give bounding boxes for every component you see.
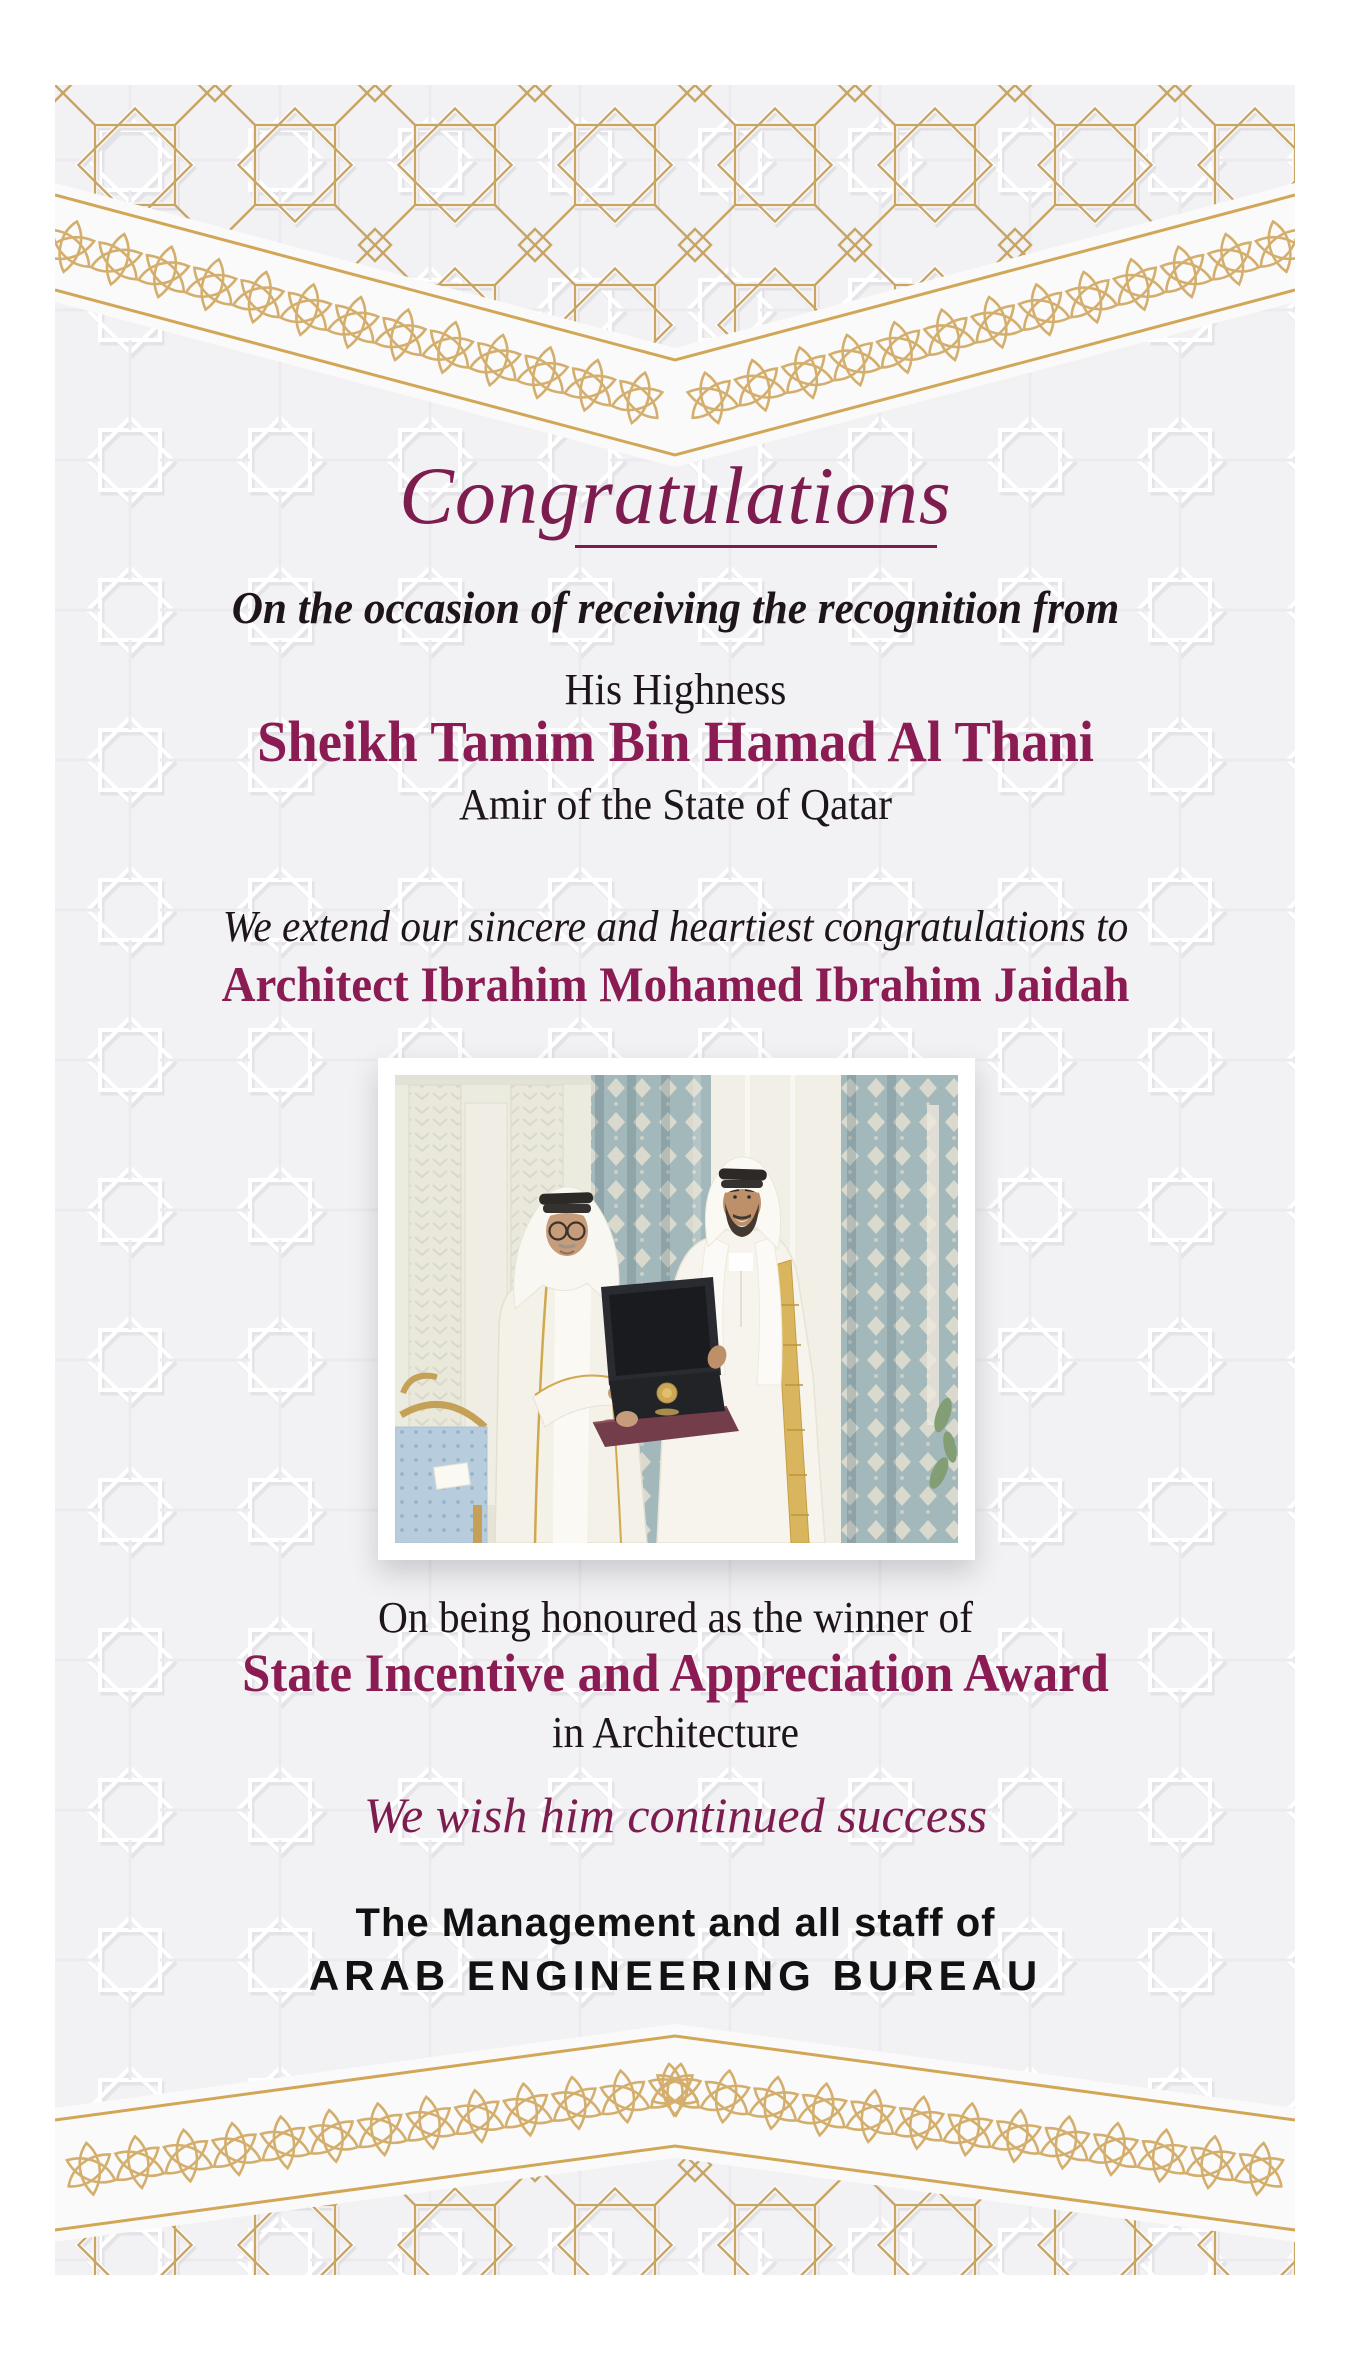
company-name: ARAB ENGINEERING BUREAU bbox=[308, 1952, 1043, 1999]
wish-line: We wish him continued success bbox=[363, 1787, 988, 1843]
extend-congratulations-line: We extend our sincere and heartiest congratulations to bbox=[222, 902, 1129, 951]
honoured-line: On being honoured as the winner of bbox=[378, 1593, 973, 1642]
his-highness-line: His Highness bbox=[564, 665, 787, 714]
occasion-line: On the occasion of receiving the recognition from bbox=[231, 582, 1120, 633]
award-name: State Incentive and Appreciation Award bbox=[242, 1643, 1109, 1703]
award-presentation-illustration bbox=[395, 1075, 958, 1543]
title-underline bbox=[575, 545, 937, 548]
amir-title: Amir of the State of Qatar bbox=[459, 780, 892, 829]
management-line: The Management and all staff of bbox=[355, 1901, 996, 1945]
congratulations-title: Congratulations bbox=[399, 450, 952, 541]
sheikh-name: Sheikh Tamim Bin Hamad Al Thani bbox=[257, 709, 1094, 774]
award-field: in Architecture bbox=[552, 1708, 799, 1757]
award-photo bbox=[378, 1058, 975, 1560]
architect-name: Architect Ibrahim Mohamed Ibrahim Jaidah bbox=[221, 956, 1130, 1012]
